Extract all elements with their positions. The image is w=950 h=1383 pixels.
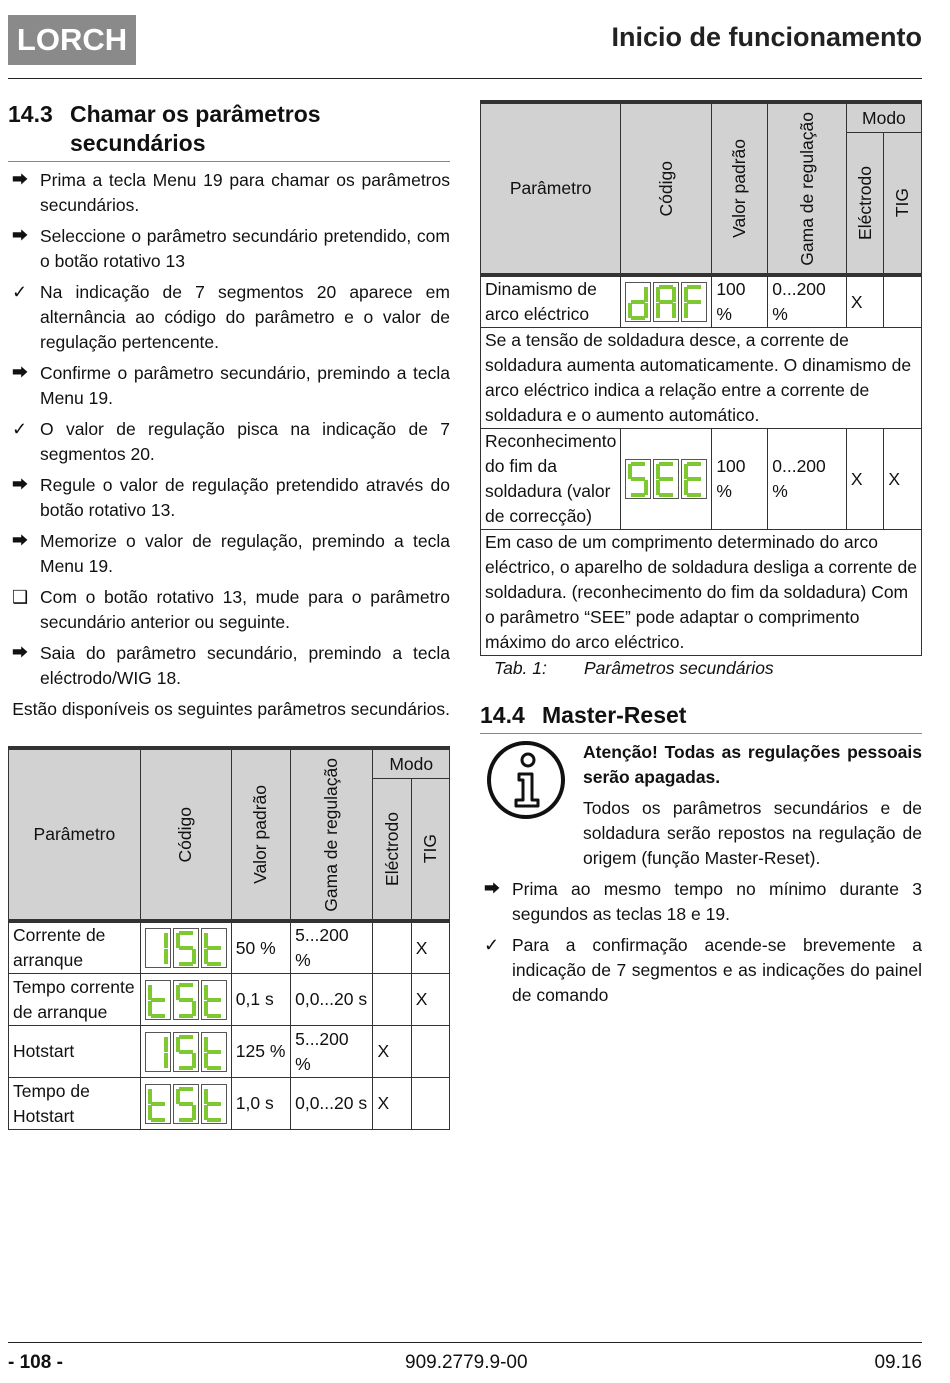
header-gama: Gama de regulação [291,748,373,921]
segment-digit [653,282,679,322]
table-row [481,429,922,530]
seven-segment-display [145,1032,227,1072]
step-item [8,417,450,467]
gama-cell: 5...200 % [291,1026,373,1078]
step-item [8,585,450,635]
doc-date: 09.16 [874,1352,922,1373]
electrodo-cell: X [846,429,884,530]
step-text: O valor de regulação pisca na indicação de 7 segmentos 20. [40,419,450,464]
page-title: Inicio de funcionamento [611,22,922,52]
step-item [480,877,922,927]
notice-text: Todos os parâmetros secundários e de soldadura serão repostos na regulação de origem (função Master-Reset). [583,798,922,868]
tig-cell: X [411,921,449,974]
arrow-icon: ⮕ [12,228,29,245]
segment-digit [173,1032,199,1072]
gama-cell: 5...200 % [291,921,373,974]
seven-segment-display [625,282,707,322]
description-row [481,530,922,656]
segment-digit [201,928,227,968]
segment-digit [145,1084,171,1124]
left-column [8,100,450,1130]
segment-digit [145,1032,171,1072]
section-heading-14-4 [480,701,922,730]
arrow-icon: ⮕ [12,172,29,189]
step-text: Prima ao mesmo tempo no mínimo durante 3 segundos as teclas 18 e 19. [512,879,922,924]
header-codigo: Código [621,102,712,275]
valor-cell: 0,1 s [231,974,290,1026]
valor-cell: 1,0 s [231,1078,290,1130]
step-item [8,280,450,355]
gama-cell: 0...200 % [768,275,847,328]
header-electrodo: Eléctrodo [846,133,884,276]
header-parametro: Parâmetro [9,748,141,921]
segment-digit [201,980,227,1020]
caption-label: Tab. 1: [494,658,547,678]
segment-digit [625,459,651,499]
step-item [8,641,450,691]
electrodo-cell [373,974,411,1026]
tig-cell [411,1026,449,1078]
footer-divider [8,1342,922,1343]
segment-digit [145,980,171,1020]
gama-cell: 0...200 % [768,429,847,530]
step-item [480,933,922,1008]
table-row [9,921,450,974]
table-row [9,974,450,1026]
segment-digit [201,1084,227,1124]
arrow-icon: ⮕ [12,365,29,382]
params-table-left [8,746,450,1130]
segment-digit [625,282,651,322]
params-note: Estão disponíveis os seguintes parâmetros secundários. [12,699,450,719]
description-row [481,328,922,429]
header-tig: TIG [884,133,922,276]
param-cell: Dinamismo de arco eléctrico [481,275,621,328]
table-row [9,1026,450,1078]
step-item [8,529,450,579]
step-text: Memorize o valor de regulação, premindo a tecla Menu 19. [40,531,450,576]
section-divider [8,161,450,162]
check-icon: ✓ [12,419,28,439]
header-parametro: Parâmetro [481,102,621,275]
seven-segment-display [145,1084,227,1124]
section-number: 14.4 [480,702,525,728]
step-text: Para a confirmação acende-se brevemente a indicação de 7 segmentos e as indicações do painel de comando [512,935,922,1005]
header-divider [8,78,922,79]
section-number: 14.3 [8,101,53,127]
code-cell [140,974,231,1026]
section-divider [480,733,922,734]
segment-digit [681,459,707,499]
header-tig: TIG [411,779,449,922]
step-text: Na indicação de 7 segmentos 20 aparece em alternância ao código do parâmetro e o valor de regulação pertencente. [40,282,450,352]
step-text: Prima a tecla Menu 19 para chamar os parâmetros secundários. [40,170,450,215]
right-column [480,100,922,1014]
code-cell [621,429,712,530]
valor-cell: 125 % [231,1026,290,1078]
table-row [9,1078,450,1130]
param-cell: Reconhecimento do fim da soldadura (valor de correcção) [481,429,621,530]
header-electrodo: Eléctrodo [373,779,411,922]
electrodo-cell [373,921,411,974]
valor-cell: 100 % [712,275,768,328]
code-cell [621,275,712,328]
step-item [8,361,450,411]
check-icon: ✓ [12,282,28,302]
param-cell: Tempo corrente de arranque [9,974,141,1026]
step-text: Confirme o parâmetro secundário, premindo a tecla Menu 19. [40,363,450,408]
seven-segment-display [145,980,227,1020]
tig-cell [884,275,922,328]
step-text: Saia do parâmetro secundário, premindo a tecla eléctrodo/WIG 18. [40,643,450,688]
table-row [481,275,922,328]
tig-cell: X [411,974,449,1026]
params-table-left-wrap [8,746,450,1130]
electrodo-cell: X [373,1026,411,1078]
checkbox-icon: ❑ [12,587,29,607]
tig-cell: X [884,429,922,530]
segment-digit [173,980,199,1020]
param-cell: Hotstart [9,1026,141,1078]
valor-cell: 100 % [712,429,768,530]
steps-list [480,877,922,1008]
caption-text: Parâmetros secundários [584,658,774,678]
segment-digit [681,282,707,322]
seven-segment-display [625,459,707,499]
header-valor: Valor padrão [712,102,768,275]
gama-cell: 0,0...20 s [291,974,373,1026]
description-text: Se a tensão de soldadura desce, a corrente de soldadura aumenta automaticamente. O dinamismo de arco eléctrico indica a relação entre a corrente de soldadura e o aumento automático. [481,328,922,429]
section-title: Chamar os parâmetros secundários [70,101,321,156]
gama-cell: 0,0...20 s [291,1078,373,1130]
arrow-icon: ⮕ [12,645,29,662]
header-gama: Gama de regulação [768,102,847,275]
header-modo: Modo [846,102,921,133]
header-codigo: Código [140,748,231,921]
step-text: Com o botão rotativo 13, mude para o parâmetro secundário anterior ou seguinte. [40,587,450,632]
step-item [8,224,450,274]
param-cell: Corrente de arranque [9,921,141,974]
table-caption [480,656,922,681]
params-table-right [480,100,922,656]
arrow-icon: ⮕ [484,881,501,898]
lorch-logo: LORCH [8,15,136,65]
notice-block [480,740,922,871]
segment-digit [145,928,171,968]
check-icon: ✓ [484,935,500,955]
step-text: Seleccione o parâmetro secundário pretendido, com o botão rotativo 13 [40,226,450,271]
segment-digit [653,459,679,499]
electrodo-cell: X [846,275,884,328]
page-number: - 108 - [8,1352,63,1373]
header-modo: Modo [373,748,450,779]
notice-warning: Atenção! Todas as regulações pessoais serão apagadas. [583,742,922,787]
arrow-icon: ⮕ [12,477,29,494]
section-heading-14-3 [8,100,450,158]
step-text: Regule o valor de regulação pretendido através do botão rotativo 13. [40,475,450,520]
seven-segment-display [145,928,227,968]
code-cell [140,921,231,974]
code-cell [140,1026,231,1078]
electrodo-cell: X [373,1078,411,1130]
code-cell [140,1078,231,1130]
tig-cell [411,1078,449,1130]
valor-cell: 50 % [231,921,290,974]
segment-digit [173,1084,199,1124]
segment-digit [201,1032,227,1072]
param-cell: Tempo de Hotstart [9,1078,141,1130]
segment-digit [173,928,199,968]
doc-number: 909.2779.9-00 [405,1352,528,1373]
header-valor: Valor padrão [231,748,290,921]
step-item [8,168,450,218]
arrow-icon: ⮕ [12,533,29,550]
info-icon [486,740,566,820]
section-title: Master-Reset [542,702,687,728]
step-item [8,473,450,523]
steps-list [8,168,450,691]
description-text: Em caso de um comprimento determinado do arco eléctrico, o aparelho de soldadura desliga a corrente de soldadura. (reconhecimento do fim da soldadura) Com o parâmetro “SEE” pode adaptar o comprimento máximo do arco eléctrico. [481,530,922,656]
